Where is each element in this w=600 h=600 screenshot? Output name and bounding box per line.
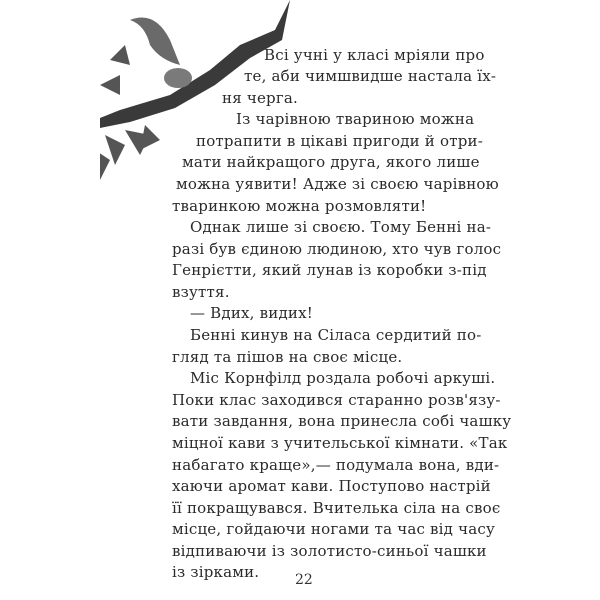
text-line: тваринкою можна розмовляти! [172, 197, 427, 215]
text-line: ня черга. [222, 89, 298, 107]
text-line: Поки клас заходився старанно розв'язу- [172, 391, 501, 409]
text-line: гляд та пішов на своє місце. [172, 348, 403, 366]
text-line: вати завдання, вона принесла собі чашку [172, 412, 512, 430]
text-line: відпиваючи із золотисто-синьої чашки [172, 542, 487, 560]
text-line: — Вдих, видих! [190, 304, 313, 322]
text-line: хаючи аромат кави. Поступово настрій [172, 477, 491, 495]
text-line: із зірками. [172, 563, 260, 581]
text-line: Генрієтти, який лунав із коробки з-під [172, 261, 487, 279]
text-line: те, аби чимшвидше настала їх- [244, 67, 497, 85]
text-line: потрапити в цікаві пригоди й отри- [196, 132, 483, 150]
text-line: Однак лише зі своєю. Тому Бенні на- [190, 218, 492, 236]
text-line: міцної кави з учительської кімнати. «Так [172, 434, 508, 452]
text-line: можна уявити! Адже зі своєю чарівною [176, 175, 499, 193]
text-line: Міс Корнфілд роздала робочі аркуші. [190, 369, 496, 387]
text-line: Із чарівною твариною можна [236, 110, 475, 128]
text-line: Всі учні у класі мріяли про [264, 46, 485, 64]
text-line: набагато краще»,— подумала вона, вди- [172, 456, 500, 474]
text-line: Бенні кинув на Сіласа сердитий по- [190, 326, 482, 344]
text-line: взуття. [172, 283, 230, 301]
text-line: разі був єдиною людиною, хто чув голос [172, 240, 502, 258]
text-line: місце, гойдаючи ногами та час від часу [172, 520, 495, 538]
page-number: 22 [295, 572, 313, 588]
text-line: її покращувався. Вчителька сіла на своє [172, 499, 501, 517]
text-line: мати найкращого друга, якого лише [182, 153, 480, 171]
